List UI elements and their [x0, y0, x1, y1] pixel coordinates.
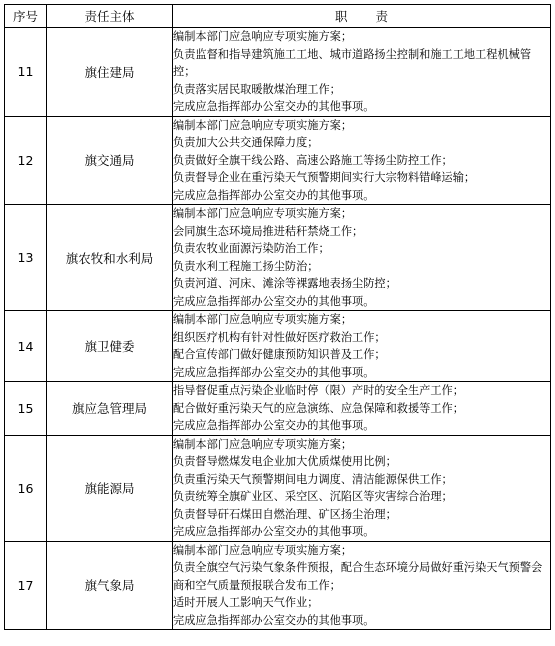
- row-number: 11: [5, 28, 47, 117]
- duty-item: 编制本部门应急响应专项实施方案；: [173, 543, 353, 557]
- duty-item: 负责水利工程施工扬尘防治；: [173, 259, 319, 273]
- row-number: 17: [5, 541, 47, 630]
- duty-item: 完成应急指挥部办公室交办的其他事项。: [173, 188, 375, 202]
- row-number: 16: [5, 435, 47, 541]
- table-header: [5, 5, 551, 28]
- duties-cell: [173, 116, 551, 205]
- table-row: [5, 382, 551, 436]
- duty-item: 编制本部门应急响应专项实施方案；: [173, 118, 353, 132]
- duty-item: 负责河道、河床、滩涂等裸露地表扬尘防控；: [173, 277, 397, 290]
- responsible-unit: 旗能源局: [47, 435, 173, 541]
- duty-item: 配合做好重污染天气的应急演练、应急保障和救援等工作；: [173, 401, 464, 415]
- duties-cell: [173, 28, 551, 117]
- duty-item: 配合宣传部门做好健康预防知识普及工作；: [173, 348, 386, 361]
- duty-item: 会同旗生态环境局推进秸秆禁烧工作；: [173, 224, 364, 238]
- duty-item: 负责重污染天气预警期间电力调度、清洁能源保供工作；: [173, 472, 453, 486]
- duties-cell: [173, 205, 551, 311]
- duty-item: 完成应急指挥部办公室交办的其他事项。: [173, 100, 375, 113]
- table-row: [5, 435, 551, 541]
- duty-item: 完成应急指挥部办公室交办的其他事项。: [173, 613, 375, 627]
- duty-item: 负责农牧业面源污染防治工作；: [173, 242, 330, 255]
- table-row: [5, 311, 551, 382]
- table-row: [5, 205, 551, 311]
- duty-item: 负责监督和指导建筑施工工地、城市道路扬尘控制和施工工地工程机械管控；: [173, 47, 532, 78]
- duty-item: 完成应急指挥部办公室交办的其他事项。: [173, 525, 375, 538]
- duty-table: [4, 4, 551, 630]
- header-unit: 责任主体: [47, 5, 173, 28]
- responsible-unit: 旗交通局: [47, 116, 173, 205]
- row-number: 12: [5, 116, 47, 205]
- duty-item: 指导督促重点污染企业临时停（限）产时的安全生产工作；: [173, 384, 464, 397]
- responsible-unit: 旗气象局: [47, 541, 173, 630]
- duty-item: 编制本部门应急响应专项实施方案；: [173, 313, 353, 326]
- duties-cell: [173, 541, 551, 630]
- duty-item: 完成应急指挥部办公室交办的其他事项。: [173, 294, 375, 308]
- duties-cell: [173, 382, 551, 436]
- table-row: [5, 116, 551, 205]
- duty-item: 负责督导矸石煤田自燃治理、矿区扬尘治理；: [173, 507, 397, 521]
- table-row: [5, 28, 551, 117]
- duty-item: 负责督导企业在重污染天气预警期间实行大宗物料错峰运输；: [173, 171, 476, 184]
- responsible-unit: 旗卫健委: [47, 311, 173, 382]
- duty-item: 适时开展人工影响天气作业；: [173, 596, 319, 609]
- duty-item: 编制本部门应急响应专项实施方案；: [173, 207, 353, 220]
- duty-item: 编制本部门应急响应专项实施方案；: [173, 30, 353, 43]
- duty-item: 负责督导燃煤发电企业加大优质煤使用比例；: [173, 455, 397, 468]
- duty-item: 负责做好全旗干线公路、高速公路施工等扬尘防控工作；: [173, 153, 453, 167]
- header-row: [5, 5, 551, 28]
- duty-item: 完成应急指挥部办公室交办的其他事项。: [173, 419, 375, 432]
- responsible-unit: 旗应急管理局: [47, 382, 173, 436]
- duty-item: 负责加大公共交通保障力度；: [173, 136, 319, 149]
- responsible-unit: 旗农牧和水利局: [47, 205, 173, 311]
- duty-item: 编制本部门应急响应专项实施方案；: [173, 437, 353, 451]
- header-duty: 职责: [173, 5, 551, 28]
- duty-item: 负责落实居民取暖散煤治理工作；: [173, 82, 341, 96]
- duty-item: 负责全旗空气污染气象条件预报，配合生态环境分局做好重污染天气预警会商和空气质量预报联合发布工作；: [173, 561, 543, 592]
- duties-cell: [173, 435, 551, 541]
- duty-item: 组织医疗机构有针对性做好医疗救治工作；: [173, 330, 386, 344]
- header-no: 序号: [5, 5, 47, 28]
- duty-item: 负责统筹全旗矿业区、采空区、沉陷区等灾害综合治理；: [173, 490, 453, 503]
- table-body: [5, 28, 551, 630]
- row-number: 13: [5, 205, 47, 311]
- row-number: 14: [5, 311, 47, 382]
- duties-cell: [173, 311, 551, 382]
- duty-item: 完成应急指挥部办公室交办的其他事项。: [173, 365, 375, 379]
- responsible-unit: 旗住建局: [47, 28, 173, 117]
- table-row: [5, 541, 551, 630]
- row-number: 15: [5, 382, 47, 436]
